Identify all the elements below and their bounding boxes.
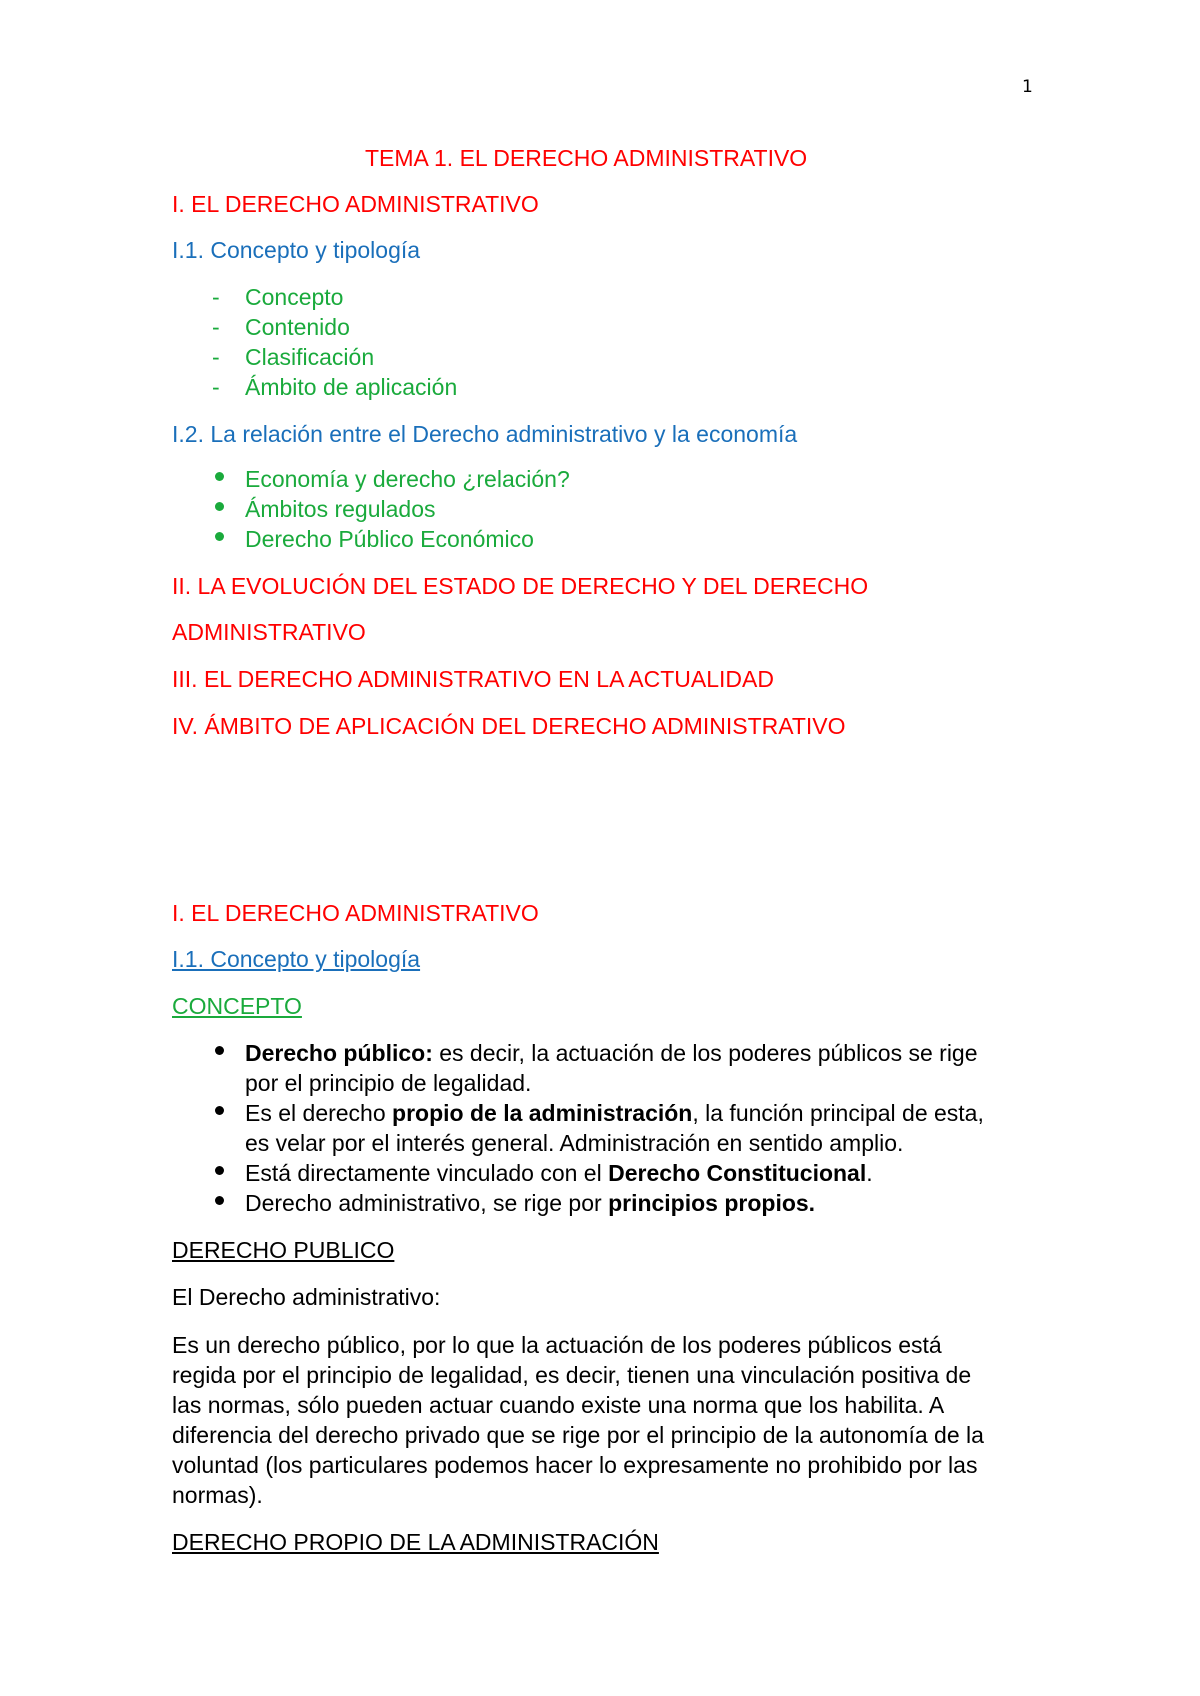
bullet-3: [245, 1158, 873, 1188]
dash-marker: -: [212, 344, 220, 370]
bullet-1-line-1: [245, 1038, 978, 1068]
paragraph-line: voluntad (los particulares podemos hacer lo expresamente no prohibido por las: [172, 1452, 978, 1478]
list-item: Ámbitos regulados: [245, 496, 436, 522]
paragraph-line: Es un derecho público, por lo que la actuación de los poderes públicos está: [172, 1332, 942, 1358]
bullet-1-text: es decir, la actuación de los poderes públicos se rige: [432, 1040, 978, 1066]
bullet-2-post: , la función principal de esta,: [692, 1100, 984, 1126]
paragraph-line: regida por el principio de legalidad, es decir, tienen una vinculación positiva de: [172, 1362, 972, 1388]
document-title: TEMA 1. EL DERECHO ADMINISTRATIVO: [365, 145, 808, 171]
bullet-icon: [215, 1106, 224, 1115]
bullet-3-bold: Derecho Constitucional: [608, 1160, 867, 1186]
body-subsection-1-1-heading: I.1. Concepto y tipología: [172, 946, 421, 972]
bullet-icon: [215, 472, 224, 481]
bullet-icon: [215, 502, 224, 511]
bullet-icon: [215, 1046, 224, 1055]
list-item: Concepto: [245, 284, 344, 310]
dash-marker: -: [212, 284, 220, 310]
bullet-2-line-2: es velar por el interés general. Administración en sentido amplio.: [245, 1130, 904, 1156]
bullet-4-pre: Derecho administrativo, se rige por: [245, 1190, 609, 1216]
toc-section-4: IV. ÁMBITO DE APLICACIÓN DEL DERECHO ADMINISTRATIVO: [172, 713, 846, 739]
toc-subsection-1-1: I.1. Concepto y tipología: [172, 237, 421, 263]
list-item: Derecho Público Económico: [245, 526, 534, 552]
derecho-publico-heading: DERECHO PUBLICO: [172, 1237, 395, 1263]
concepto-heading: CONCEPTO: [172, 993, 302, 1019]
bullet-3-post: .: [866, 1160, 873, 1186]
bullet-4-bold: principios propios.: [608, 1190, 816, 1216]
bullet-1-line-2: por el principio de legalidad.: [245, 1070, 532, 1096]
list-item: Contenido: [245, 314, 350, 340]
bullet-2-line-1: [245, 1098, 984, 1128]
bullet-3-pre: Está directamente vinculado con el: [245, 1160, 609, 1186]
toc-section-2-line2: ADMINISTRATIVO: [172, 619, 366, 645]
toc-section-3: III. EL DERECHO ADMINISTRATIVO EN LA ACTUALIDAD: [172, 666, 774, 692]
paragraph-line: las normas, sólo pueden actuar cuando existe una norma que los habilita. A: [172, 1392, 945, 1418]
list-item: Ámbito de aplicación: [245, 374, 458, 400]
dash-marker: -: [212, 314, 220, 340]
list-item: Economía y derecho ¿relación?: [245, 466, 570, 492]
dash-marker: -: [212, 374, 220, 400]
bullet-2-bold: propio de la administración: [392, 1100, 693, 1126]
bullet-1-bold: Derecho público:: [245, 1040, 433, 1066]
page-number: 1: [1022, 77, 1033, 97]
bullet-2-pre: Es el derecho: [245, 1100, 393, 1126]
paragraph-line: diferencia del derecho privado que se rige por el principio de la autonomía de la: [172, 1422, 984, 1448]
bullet-icon: [215, 532, 224, 541]
intro-line: El Derecho administrativo:: [172, 1284, 441, 1310]
toc-subsection-1-2: I.2. La relación entre el Derecho administrativo y la economía: [172, 421, 798, 447]
paragraph-line: normas).: [172, 1482, 263, 1508]
derecho-propio-heading: DERECHO PROPIO DE LA ADMINISTRACIÓN: [172, 1529, 659, 1555]
body-section-1-heading: I. EL DERECHO ADMINISTRATIVO: [172, 900, 539, 926]
bullet-icon: [215, 1166, 224, 1175]
toc-section-2-line1: II. LA EVOLUCIÓN DEL ESTADO DE DERECHO Y DEL DERECHO: [172, 573, 869, 599]
list-item: Clasificación: [245, 344, 375, 370]
bullet-icon: [215, 1196, 224, 1205]
toc-section-1: I. EL DERECHO ADMINISTRATIVO: [172, 191, 539, 217]
bullet-4: [245, 1188, 815, 1218]
